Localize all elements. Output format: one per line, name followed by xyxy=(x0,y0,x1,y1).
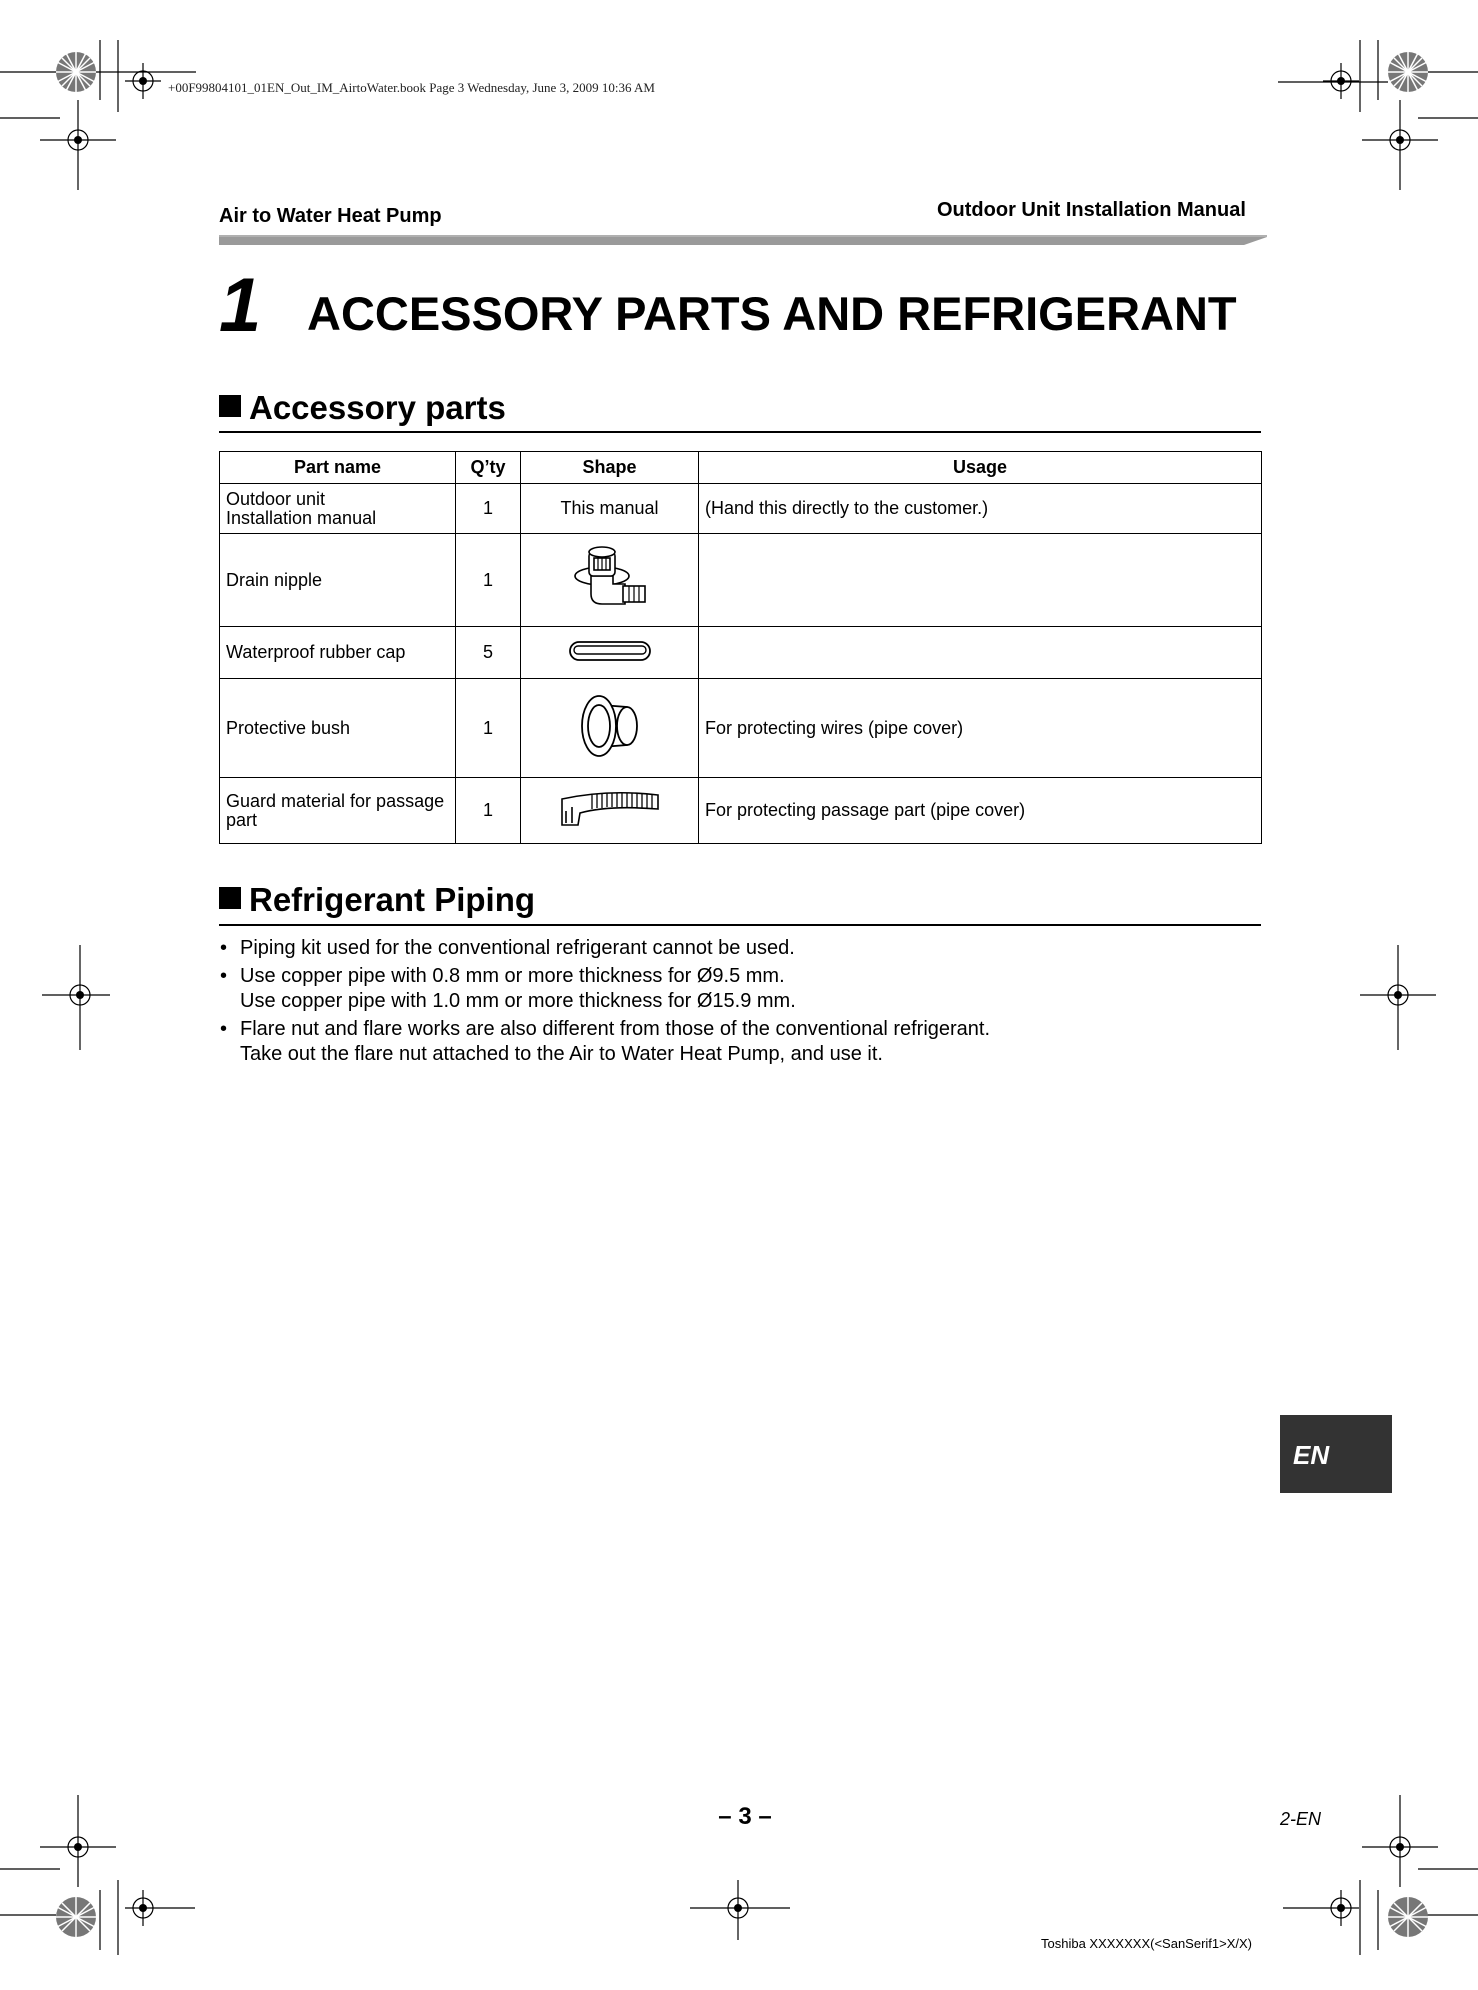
refrigerant-piping-heading-text: Refrigerant Piping xyxy=(249,881,536,918)
part-name-line: Guard material for passage xyxy=(226,790,445,811)
part-name-line: Outdoor unit xyxy=(226,488,326,509)
shape-cell xyxy=(521,534,699,627)
accessory-parts-heading xyxy=(219,391,506,424)
bullet-line: Flare nut and flare works are also different from those of the conventional refrigerant. xyxy=(240,1017,991,1040)
part-name-cell xyxy=(220,778,456,844)
chapter-title: ACCESSORY PARTS AND REFRIGERANT xyxy=(307,287,1237,340)
part-name-cell xyxy=(220,484,456,534)
accessory-parts-table xyxy=(219,451,1262,844)
table-header-row xyxy=(220,452,1262,484)
column-header-qty: Q’ty xyxy=(456,452,521,484)
usage-cell: (Hand this directly to the customer.) xyxy=(699,484,1262,534)
refrigerant-bullet-list xyxy=(219,936,1269,1070)
crop-marks-bottom-left xyxy=(0,1795,200,1990)
usage-cell xyxy=(699,627,1262,679)
list-item xyxy=(219,936,1269,962)
section-rule xyxy=(219,431,1261,433)
bullet-line: Use copper pipe with 0.8 mm or more thickness for Ø9.5 mm. xyxy=(240,964,785,987)
drain-nipple-icon xyxy=(565,540,655,616)
shape-cell xyxy=(521,778,699,844)
refrigerant-piping-heading xyxy=(219,883,535,916)
crop-mark-bottom-center xyxy=(690,1880,790,1940)
footer-id: Toshiba XXXXXXX(<SanSerif1>X/X) xyxy=(1041,1936,1253,1951)
bullet-line: Use copper pipe with 1.0 mm or more thickness for Ø15.9 mm. xyxy=(240,990,796,1012)
protective-bush-icon xyxy=(575,691,645,761)
qty-cell: 1 xyxy=(456,534,521,627)
part-name-line: Installation manual xyxy=(226,507,377,528)
crop-marks-top-left xyxy=(0,0,200,200)
table-row xyxy=(220,484,1262,534)
header-manual-title: Outdoor Unit Installation Manual xyxy=(937,199,1246,221)
section-rule xyxy=(219,924,1261,926)
file-info-line: +00F99804101_01EN_Out_IM_AirtoWater.book Page 3 Wednesday, June 3, 2009 10:36 AM xyxy=(168,80,655,95)
part-name-cell: Protective bush xyxy=(220,679,456,778)
accessory-parts-heading-text: Accessory parts xyxy=(249,389,506,426)
table-row xyxy=(220,679,1262,778)
square-bullet-icon xyxy=(219,395,241,417)
qty-cell: 1 xyxy=(456,484,521,534)
registration-target-icon xyxy=(56,1897,96,1937)
shape-cell: This manual xyxy=(521,484,699,534)
crop-marks-top-right xyxy=(1278,0,1478,200)
table-row xyxy=(220,627,1262,679)
list-item xyxy=(219,1017,1269,1068)
header-product-name: Air to Water Heat Pump xyxy=(219,205,442,227)
table-row xyxy=(220,778,1262,844)
usage-cell: For protecting wires (pipe cover) xyxy=(699,679,1262,778)
shape-cell xyxy=(521,679,699,778)
crop-mark-mid-left xyxy=(30,945,110,1055)
bullet-line: Take out the flare nut attached to the Air to Water Heat Pump, and use it. xyxy=(240,1043,883,1065)
qty-cell: 1 xyxy=(456,679,521,778)
registration-target-icon xyxy=(1388,52,1428,92)
page-number: – 3 – xyxy=(718,1803,772,1830)
part-name-cell: Waterproof rubber cap xyxy=(220,627,456,679)
usage-cell: For protecting passage part (pipe cover) xyxy=(699,778,1262,844)
table-row xyxy=(220,534,1262,627)
shape-cell xyxy=(521,627,699,679)
language-tab: EN xyxy=(1280,1415,1392,1493)
column-header-part-name: Part name xyxy=(220,452,456,484)
rubber-cap-icon xyxy=(567,639,653,663)
column-header-usage: Usage xyxy=(699,452,1262,484)
header-bar xyxy=(219,232,1267,242)
list-item xyxy=(219,964,1269,1015)
qty-cell: 5 xyxy=(456,627,521,679)
chapter-number: 1 xyxy=(219,263,262,348)
square-bullet-icon xyxy=(219,887,241,909)
part-name-cell: Drain nipple xyxy=(220,534,456,627)
registration-target-icon xyxy=(1388,1897,1428,1937)
qty-cell: 1 xyxy=(456,778,521,844)
part-name-line: part xyxy=(226,809,258,830)
bullet-line: Piping kit used for the conventional refrigerant cannot be used. xyxy=(240,937,795,959)
registration-target-icon xyxy=(56,52,96,92)
page-code: 2-EN xyxy=(1280,1809,1322,1829)
column-header-shape: Shape xyxy=(521,452,699,484)
crop-mark-mid-right xyxy=(1360,945,1440,1055)
guard-material-icon xyxy=(558,789,662,829)
usage-cell xyxy=(699,534,1262,627)
